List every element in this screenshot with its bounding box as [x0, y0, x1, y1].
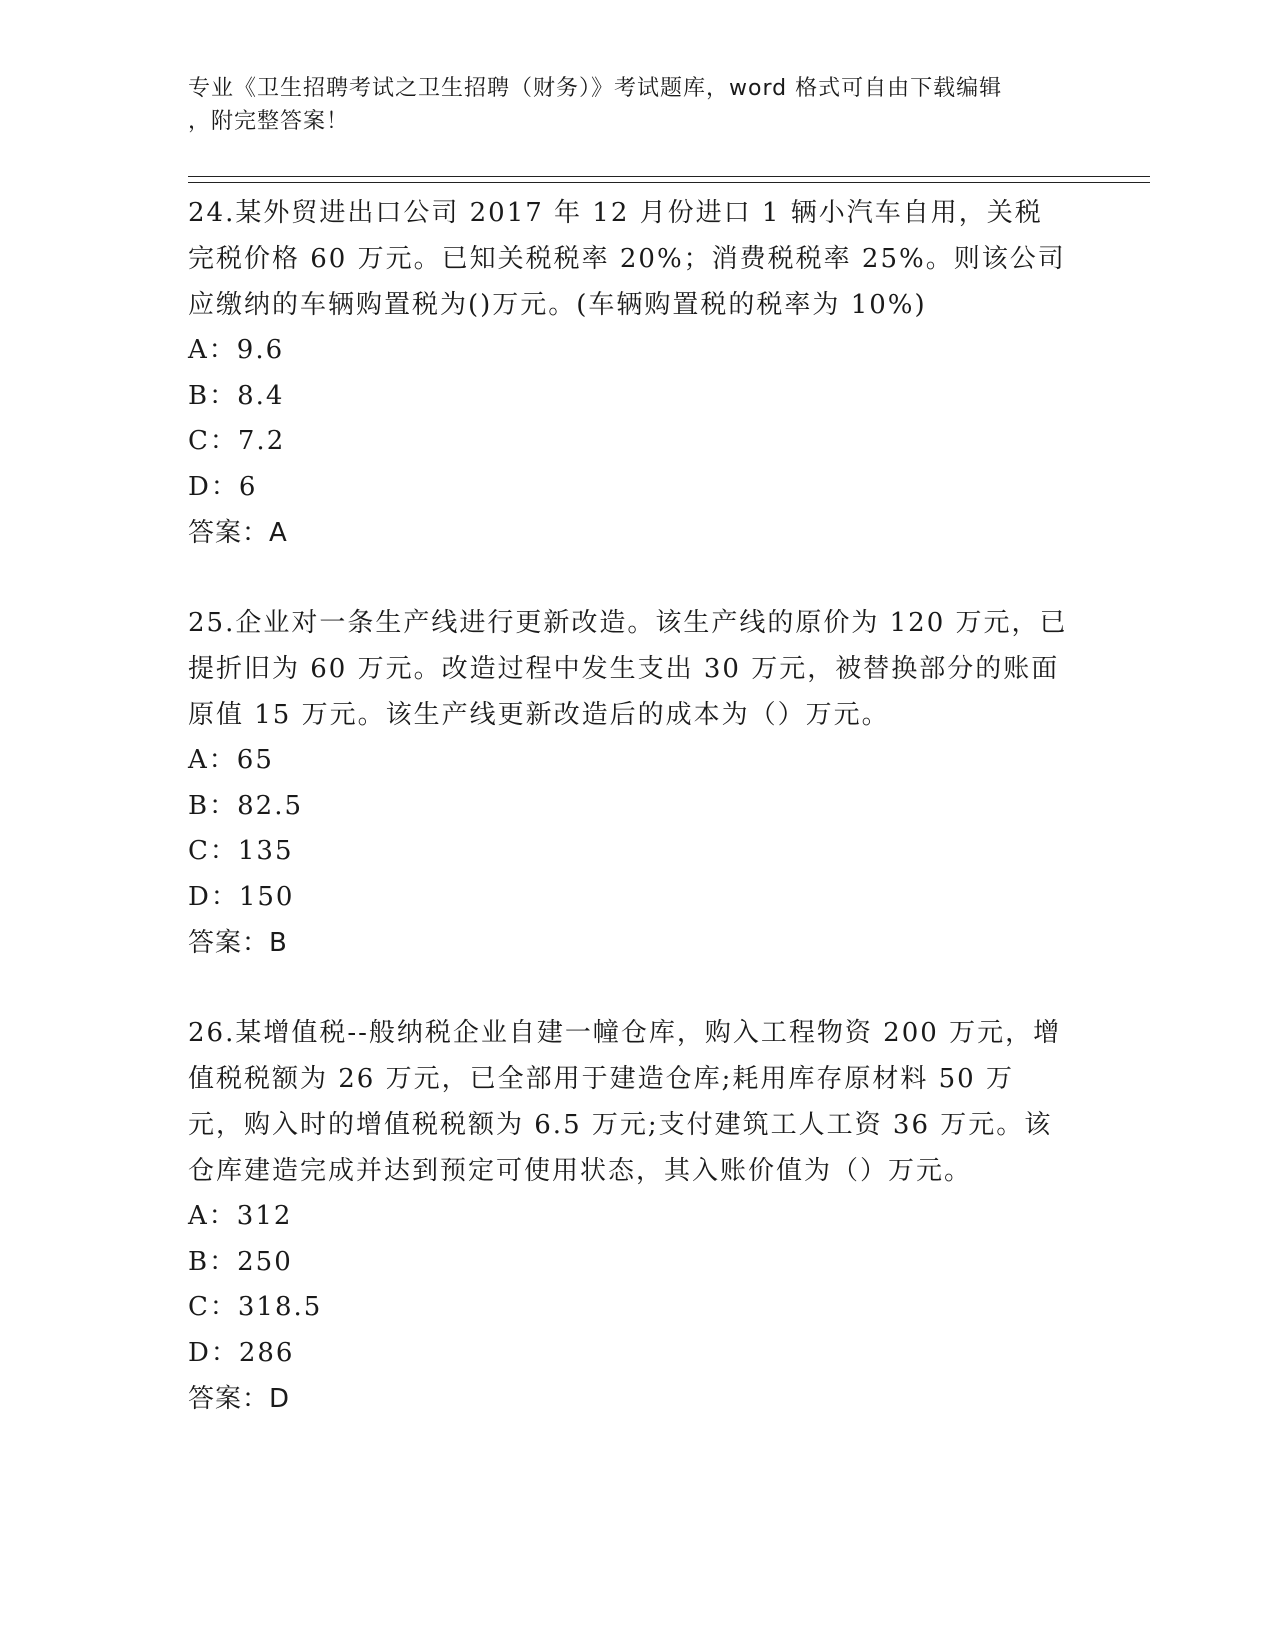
header-line-1: 专业《卫生招聘考试之卫生招聘（财务）》考试题库，word 格式可自由下载编辑 [188, 76, 1003, 101]
answer-label: 答案：A [188, 518, 288, 548]
question-spacer [188, 556, 1088, 600]
header-line-2: ，附完整答案！ [188, 109, 350, 134]
question-26 [188, 1010, 1088, 1422]
option-d: D：150 [188, 881, 295, 912]
option-c: C：135 [188, 836, 294, 866]
header-divider-top [188, 176, 1150, 177]
question-text: 25.企业对一条生产线进行更新改造。该生产线的原价为 120 万元，已提折旧为 60 万元。改造过程中发生支出 30 万元，被替换部分的账面原值 15 万元。该生产线更新改造后的成本为（）万元。 [188, 608, 1068, 730]
question-spacer [188, 966, 1088, 1010]
option-a: A：65 [188, 745, 274, 775]
option-a: A：9.6 [188, 335, 285, 365]
answer-label: 答案：B [188, 928, 288, 958]
option-a: A：312 [188, 1201, 293, 1231]
answer-label: 答案：D [188, 1384, 291, 1414]
header-divider-bottom [188, 182, 1150, 183]
option-d: D：6 [188, 471, 258, 502]
question-text: 24.某外贸进出口公司 2017 年 12 月份进口 1 辆小汽车自用，关税完税价格 60 万元。已知关税税率 20%；消费税税率 25%。则该公司应缴纳的车辆购置税为()万元。(车辆购置税的税率为 10%) [188, 198, 1066, 320]
option-d: D：286 [188, 1337, 295, 1368]
question-list [188, 190, 1088, 1422]
option-b: B：82.5 [188, 790, 303, 821]
question-text: 26.某增值税--般纳税企业自建一幢仓库，购入工程物资 200 万元，增值税税额为 26 万元，已全部用于建造仓库;耗用库存原材料 50 万元，购入时的增值税税额为 6.5 万元;支付建筑工人工资 36 万元。该仓库建造完成并达到预定可使用状态，其入账价值为（）万元。 [188, 1018, 1062, 1186]
option-b: B：250 [188, 1246, 293, 1277]
option-b: B：8.4 [188, 380, 285, 411]
option-c: C：318.5 [188, 1292, 323, 1322]
question-24 [188, 190, 1088, 556]
document-header [188, 72, 1068, 138]
question-25 [188, 600, 1088, 966]
option-c: C：7.2 [188, 426, 286, 456]
